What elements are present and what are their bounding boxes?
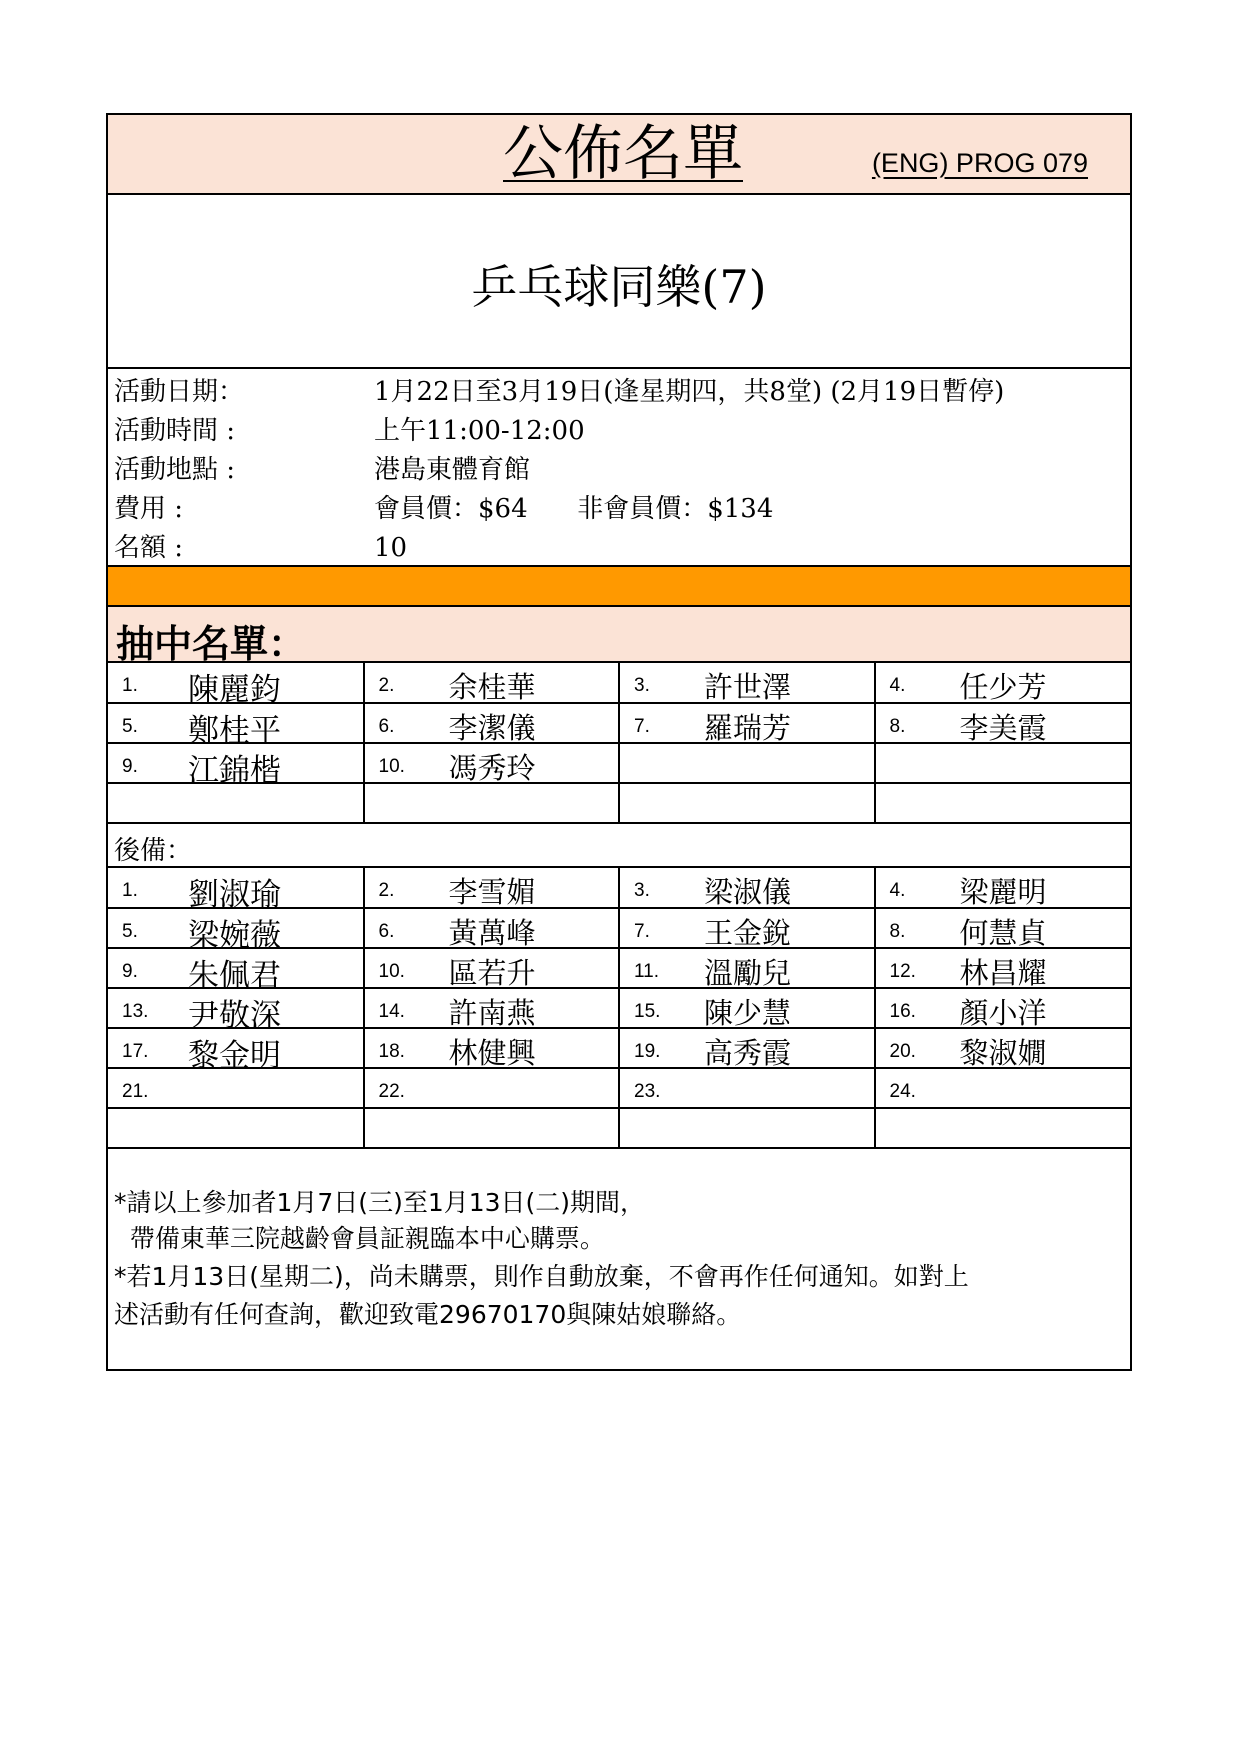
- name-cell: [108, 908, 364, 954]
- participant-name: 朱佩君: [188, 958, 281, 994]
- entry-number: 9.: [122, 756, 138, 777]
- name-cell: [619, 703, 875, 743]
- entry-number: 6.: [378, 716, 395, 737]
- selected-section-header: [108, 607, 1130, 666]
- name-cell: [108, 1108, 364, 1148]
- entry-number: 2.: [378, 675, 395, 696]
- name-cell: [619, 1028, 875, 1068]
- table-row: [108, 948, 1130, 988]
- title-bar: [108, 115, 1130, 195]
- orange-divider: [108, 567, 1130, 607]
- entry-number: 6.: [378, 921, 395, 942]
- entry-number: 22.: [378, 1081, 405, 1102]
- note-line: *請以上參加者1月7日(三)至1月13日(二)期間，: [114, 1188, 646, 1217]
- info-label: 名額 :: [114, 533, 184, 563]
- name-cell: [619, 783, 875, 823]
- participant-name: 江錦楷: [188, 753, 281, 789]
- name-cell: [364, 1108, 620, 1148]
- info-label: 活動時間 :: [114, 416, 236, 446]
- entry-number: 9.: [122, 961, 138, 982]
- name-cell: [875, 948, 1131, 988]
- entry-number: 16.: [889, 1001, 916, 1022]
- participant-name: 梁淑儀: [704, 875, 792, 909]
- name-cell: [619, 743, 875, 783]
- name-cell: [875, 1108, 1131, 1148]
- entry-number: 15.: [634, 1001, 661, 1022]
- name-cell: [619, 908, 875, 948]
- entry-number: 2.: [378, 880, 395, 901]
- participant-name: 羅瑞芳: [704, 711, 792, 745]
- info-value: 上午11:00-12:00: [374, 416, 585, 446]
- info-value: 港島東體育館: [374, 455, 531, 485]
- info-label: 活動日期：: [114, 377, 245, 407]
- name-cell: [108, 743, 364, 789]
- entry-number: 10.: [378, 756, 405, 777]
- entry-number: 1.: [122, 675, 138, 696]
- entry-number: 14.: [378, 1001, 405, 1022]
- participant-name: 王金銳: [704, 916, 792, 950]
- activity-name: 乒乓球同樂(7): [471, 260, 767, 314]
- name-cell: [364, 663, 620, 703]
- entry-number: 8.: [889, 716, 906, 737]
- participant-name: 尹敬深: [188, 998, 281, 1034]
- participant-name: 陳少慧: [704, 996, 792, 1030]
- participant-name: 黎金明: [188, 1038, 281, 1074]
- participant-name: 李雪媚: [448, 875, 536, 909]
- participant-name: 區若升: [448, 956, 536, 990]
- selected-title: 抽中名單：: [116, 622, 307, 666]
- name-cell: [364, 1068, 620, 1108]
- participant-name: 任少芳: [959, 670, 1047, 704]
- participant-name: 馮秀玲: [448, 751, 536, 785]
- entry-number: 10.: [378, 961, 405, 982]
- name-cell: [364, 868, 620, 908]
- name-cell: [875, 663, 1131, 703]
- name-cell: [875, 703, 1131, 743]
- name-cell: [619, 1068, 875, 1108]
- participant-name: 許南燕: [448, 996, 536, 1030]
- participant-name: 高秀霞: [704, 1036, 792, 1070]
- entry-number: 24.: [889, 1081, 916, 1102]
- table-row: [108, 703, 1130, 743]
- name-cell: [108, 868, 364, 913]
- entry-number: 3.: [634, 880, 650, 901]
- participant-name: 許世澤: [704, 670, 792, 704]
- notice-sheet: [106, 113, 1132, 1371]
- participant-name: 黎淑嫺: [959, 1036, 1047, 1070]
- entry-number: 3.: [634, 675, 650, 696]
- participant-name: 梁婉薇: [188, 918, 281, 954]
- entry-number: 5.: [122, 716, 138, 737]
- name-cell: [875, 783, 1131, 823]
- table-row: [108, 908, 1130, 948]
- entry-number: 19.: [634, 1041, 661, 1062]
- name-cell: [108, 783, 364, 823]
- name-cell: [364, 948, 620, 988]
- name-cell: [619, 948, 875, 988]
- name-cell: [108, 988, 364, 1034]
- entry-number: 8.: [889, 921, 906, 942]
- name-cell: [364, 908, 620, 948]
- table-row: [108, 1028, 1130, 1068]
- entry-number: 11.: [634, 961, 660, 982]
- table-row: [108, 1068, 1130, 1108]
- participant-name: 余桂華: [448, 670, 536, 704]
- info-value: 1月22日至3月19日(逢星期四，共8堂) (2月19日暫停): [374, 377, 1005, 407]
- participant-name: 林昌耀: [959, 956, 1047, 990]
- name-cell: [875, 743, 1131, 783]
- info-label: 費用 :: [114, 494, 184, 524]
- participant-name: 何慧貞: [959, 916, 1047, 950]
- table-row: [108, 783, 1130, 823]
- participant-name: 顏小洋: [959, 996, 1047, 1030]
- participant-name: 鄭桂平: [188, 713, 281, 749]
- table-row: [108, 1108, 1130, 1148]
- name-cell: [108, 1028, 364, 1074]
- note-line: 帶備東華三院越齡會員証親臨本中心購票。: [114, 1224, 605, 1253]
- entry-number: 1.: [122, 880, 138, 901]
- participant-name: 李潔儀: [448, 711, 536, 745]
- entry-number: 7.: [634, 716, 650, 737]
- name-cell: [875, 1068, 1131, 1108]
- info-value: 會員價：$64 非會員價：$134: [374, 494, 774, 524]
- name-cell: [619, 988, 875, 1028]
- entry-number: 4.: [889, 880, 906, 901]
- name-cell: [364, 783, 620, 823]
- backup-title: 後備：: [114, 836, 193, 866]
- name-cell: [108, 703, 364, 749]
- name-cell: [364, 988, 620, 1028]
- entry-number: 4.: [889, 675, 906, 696]
- entry-number: 5.: [122, 921, 138, 942]
- entry-number: 12.: [889, 961, 916, 982]
- name-cell: [619, 663, 875, 703]
- table-row: [108, 868, 1130, 908]
- info-value: 10: [374, 533, 408, 563]
- table-row: [108, 988, 1130, 1028]
- name-cell: [364, 743, 620, 783]
- info-label: 活動地點 :: [114, 455, 236, 485]
- participant-name: 李美霞: [959, 711, 1047, 745]
- activity-name-section: [108, 195, 1130, 369]
- participant-name: 陳麗鈞: [188, 672, 281, 708]
- program-code: (ENG) PROG 079: [871, 148, 1088, 178]
- notes-section: [108, 1149, 1130, 1369]
- name-cell: [364, 1028, 620, 1068]
- name-cell: [875, 908, 1131, 948]
- activity-info: [108, 369, 1130, 567]
- participant-name: 溫勵兒: [704, 956, 792, 990]
- entry-number: 13.: [122, 1001, 149, 1022]
- entry-number: 7.: [634, 921, 650, 942]
- name-cell: [364, 703, 620, 743]
- name-cell: [619, 1108, 875, 1148]
- note-line: *若1月13日(星期二)，尚未購票，則作自動放棄，不會再作任何通知。如對上: [114, 1262, 969, 1291]
- participant-name: 黃萬峰: [448, 916, 536, 950]
- selected-table: [108, 663, 1130, 824]
- participant-name: 林健興: [448, 1036, 536, 1070]
- name-cell: [108, 948, 364, 994]
- note-line: 述活動有任何查詢，歡迎致電29670170與陳姑娘聯絡。: [114, 1300, 742, 1329]
- table-row: [108, 663, 1130, 703]
- table-row: [108, 743, 1130, 783]
- entry-number: 17.: [122, 1041, 149, 1062]
- name-cell: [619, 868, 875, 908]
- name-cell: [875, 988, 1131, 1028]
- entry-number: 18.: [378, 1041, 405, 1062]
- backup-section-header: [108, 824, 1130, 868]
- page-title: 公佈名單: [503, 119, 743, 189]
- name-cell: [108, 1068, 364, 1108]
- participant-name: 梁麗明: [959, 875, 1047, 909]
- entry-number: 20.: [889, 1041, 916, 1062]
- entry-number: 23.: [634, 1081, 661, 1102]
- name-cell: [108, 663, 364, 708]
- name-cell: [875, 1028, 1131, 1068]
- participant-name: 劉淑瑜: [188, 877, 281, 913]
- backup-table: [108, 868, 1130, 1149]
- name-cell: [875, 868, 1131, 908]
- entry-number: 21.: [122, 1081, 149, 1102]
